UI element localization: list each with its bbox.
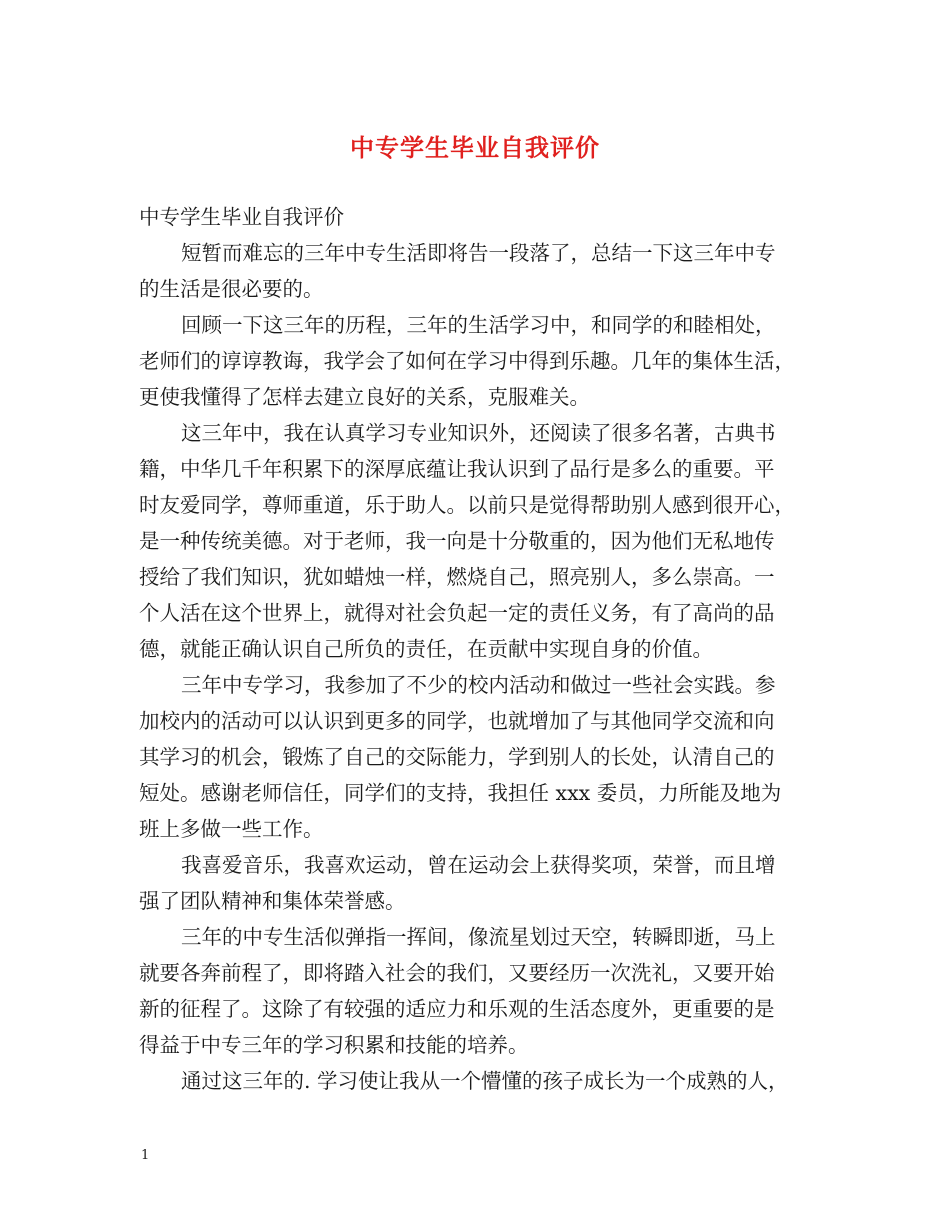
text-line: 个人活在这个世界上，就得对社会负起一定的责任义务，有了高尚的品 bbox=[139, 601, 775, 625]
document-body bbox=[139, 199, 825, 1099]
text-line: 的生活是很必要的。 bbox=[139, 277, 324, 301]
text-line: 德，就能正确认识自己所负的责任，在贡献中实现自身的价值。 bbox=[139, 637, 713, 661]
text-line: 籍，中华几千年积累下的深厚底蕴让我认识到了品行是多么的重要。平 bbox=[139, 457, 775, 481]
text-line: 短暂而难忘的三年中专生活即将告一段落了，总结一下这三年中专 bbox=[181, 241, 776, 265]
text-line: 三年的中专生活似弹指一挥间，像流星划过天空，转瞬即逝，马上 bbox=[181, 925, 776, 949]
text-line: 强了团队精神和集体荣誉感。 bbox=[139, 889, 406, 913]
text-line: 时友爱同学，尊师重道，乐于助人。以前只是觉得帮助别人感到很开心， bbox=[139, 493, 795, 517]
text-line: 得益于中专三年的学习积累和技能的培养。 bbox=[139, 1033, 529, 1057]
text-line: 通过这三年的. 学习使让我从一个懵懂的孩子成长为一个成熟的人， bbox=[181, 1069, 789, 1093]
text-line: 我喜爱音乐，我喜欢运动，曾在运动会上获得奖项，荣誉，而且增 bbox=[181, 853, 776, 877]
text-line: 其学习的机会，锻炼了自己的交际能力，学到别人的长处，认清自己的 bbox=[139, 745, 775, 769]
text-line: 是一种传统美德。对于老师，我一向是十分敬重的，因为他们无私地传 bbox=[139, 529, 775, 553]
text-line: 三年中专学习，我参加了不少的校内活动和做过一些社会实践。参 bbox=[181, 673, 776, 697]
text-line: 老师们的谆谆教诲，我学会了如何在学习中得到乐趣。几年的集体生活， bbox=[139, 349, 795, 373]
text-line: 新的征程了。这除了有较强的适应力和乐观的生活态度外，更重要的是 bbox=[139, 997, 775, 1021]
text-line: 班上多做一些工作。 bbox=[139, 817, 324, 841]
text-line: 短处。感谢老师信任，同学们的支持，我担任 xxx 委员，力所能及地为 bbox=[139, 781, 782, 805]
text-line: 更使我懂得了怎样去建立良好的关系，克服难关。 bbox=[139, 385, 590, 409]
text-line: 就要各奔前程了，即将踏入社会的我们，又要经历一次洗礼，又要开始 bbox=[139, 961, 775, 985]
text-line: 回顾一下这三年的历程，三年的生活学习中，和同学的和睦相处， bbox=[181, 313, 776, 337]
document-title: 中专学生毕业自我评价 bbox=[350, 133, 600, 162]
page-number: 1 bbox=[141, 1148, 150, 1163]
text-line: 授给了我们知识，犹如蜡烛一样，燃烧自己，照亮别人，多么崇高。一 bbox=[139, 565, 775, 589]
text-line: 中专学生毕业自我评价 bbox=[139, 205, 344, 229]
text-line: 这三年中，我在认真学习专业知识外，还阅读了很多名著，古典书 bbox=[181, 421, 776, 445]
text-line: 加校内的活动可以认识到更多的同学，也就增加了与其他同学交流和向 bbox=[139, 709, 775, 733]
